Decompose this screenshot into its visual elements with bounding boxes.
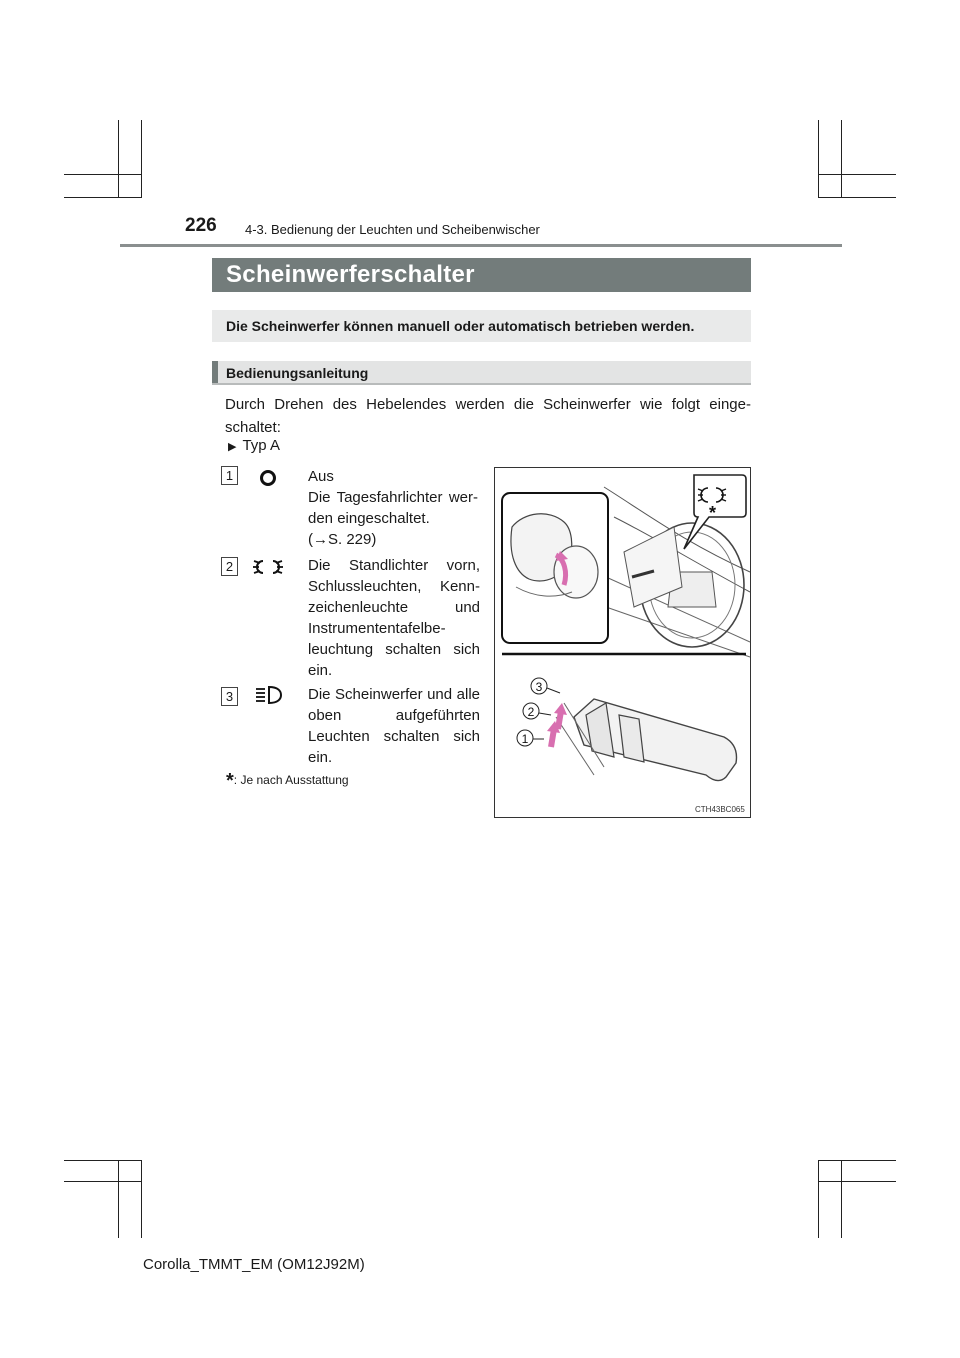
type-label-text: Typ A (242, 437, 280, 454)
section-header: 4-3. Bedienung der Leuchten und Scheibenwischer (245, 222, 540, 237)
headlight-switch-illustration (494, 467, 751, 818)
crop-mark (841, 1160, 842, 1238)
crop-mark (818, 1181, 896, 1182)
footnote-text: : Je nach Ausstattung (233, 773, 349, 787)
intro-text: Die Scheinwerfer können manuell oder automatisch betrieben werden. (212, 310, 751, 342)
crop-mark (141, 120, 142, 198)
footnote (226, 770, 349, 793)
item-number-1: 1 (221, 466, 238, 485)
crop-mark (141, 1160, 142, 1238)
crop-mark (841, 120, 842, 198)
callout-3: 3 (535, 680, 543, 694)
crop-mark (64, 1160, 142, 1161)
footnote-asterisk: * (226, 770, 234, 792)
parking-lights-icon (252, 556, 284, 578)
crop-mark (118, 120, 119, 198)
crop-mark (818, 120, 819, 198)
figure-asterisk: * (709, 503, 717, 523)
illustration-figure (494, 467, 751, 818)
page-footer: Corolla_TMMT_EM (OM12J92M) (143, 1256, 365, 1273)
crop-mark (64, 197, 142, 198)
item-1-line-1: Aus (308, 468, 334, 485)
crop-mark (818, 1160, 819, 1238)
item-description-3: Die Scheinwerfer und alle oben aufgeführten Leuchten schalten sich ein. (308, 686, 480, 766)
item-1-line-2: Die Tagesfahrlichter wer-den eingeschaltet. (308, 489, 478, 527)
item-description-1 (308, 466, 478, 550)
headlight-icon (253, 684, 283, 706)
bullet-triangle-icon: ▶ (228, 441, 237, 453)
body-paragraph: Durch Drehen des Hebelendes werden die Scheinwerfer wie folgt eingeschaltet: (225, 396, 751, 436)
crop-mark (118, 1160, 119, 1238)
item-1-line-3: (→S. 229) (308, 531, 377, 548)
item-number-2: 2 (221, 557, 238, 576)
header-divider (120, 244, 842, 247)
item-number-3: 3 (221, 687, 238, 706)
subsection-heading: Bedienungsanleitung (212, 361, 751, 385)
callout-2: 2 (527, 705, 535, 719)
item-description-2: Die Standlichter vorn, Schlussleuchten, Kenn-zeichenleuchte und Instrumententafelbe-leuchtung schalten sich ein. (308, 557, 480, 679)
crop-mark (818, 174, 896, 175)
crop-mark (818, 197, 896, 198)
crop-mark (64, 174, 142, 175)
callout-1: 1 (521, 732, 529, 746)
page-number: 226 (185, 215, 217, 236)
crop-mark (64, 1181, 142, 1182)
off-icon (259, 469, 277, 487)
type-label (228, 437, 280, 454)
page-title: Scheinwerferschalter (212, 258, 751, 292)
figure-code: CTH43BC065 (695, 805, 745, 814)
crop-mark (818, 1160, 896, 1161)
